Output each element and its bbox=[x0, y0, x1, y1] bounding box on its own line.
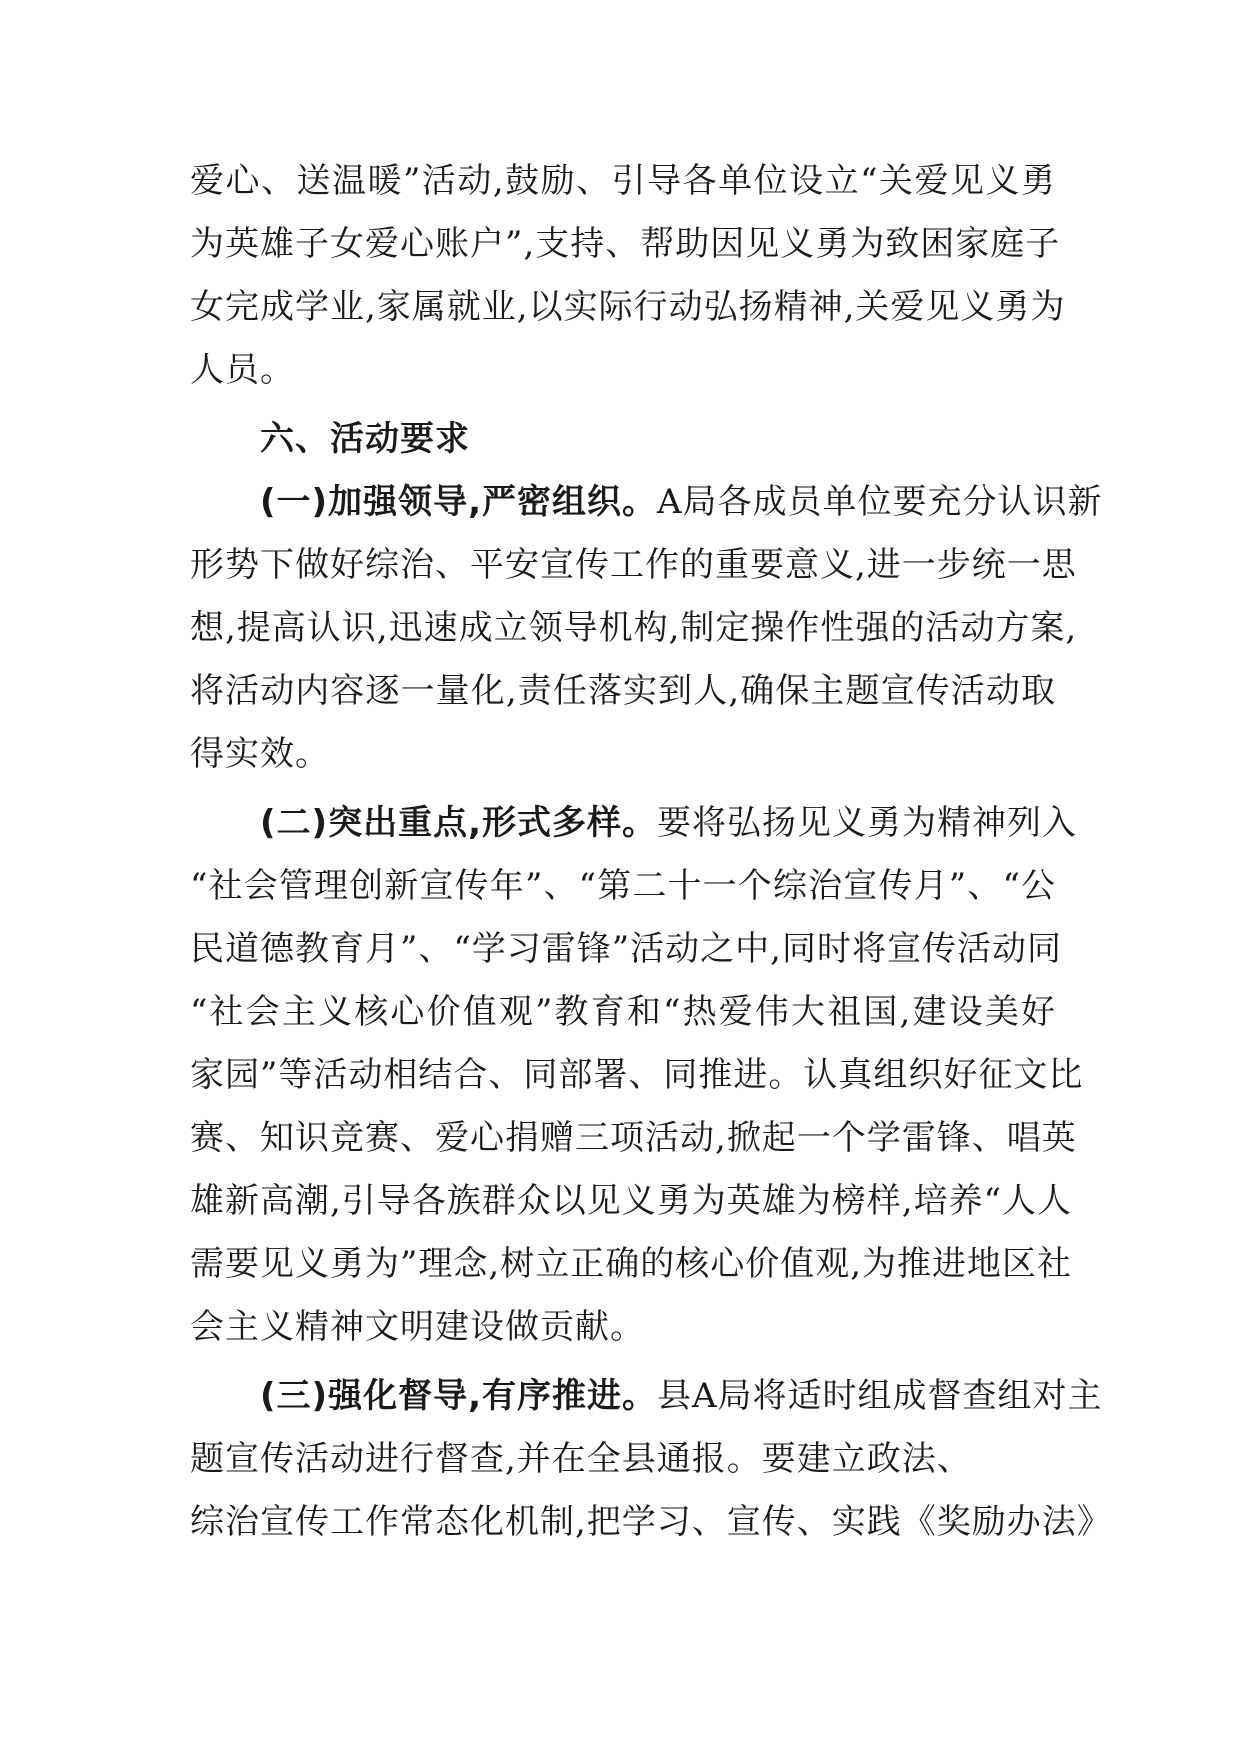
text-line: 雄新高潮,引导各族群众以见义勇为英雄为榜样,培养“人人 bbox=[190, 1181, 1072, 1221]
paragraph-first-line bbox=[190, 471, 1103, 534]
paragraph-leadership bbox=[190, 471, 1103, 786]
text-line: 得实效。 bbox=[190, 734, 330, 774]
text-line: “社会主义核心价值观”教育和“热爱伟大祖国,建设美好 bbox=[190, 992, 1056, 1032]
paragraph-first-line bbox=[190, 792, 1077, 855]
text-line: 民道德教育月”、“学习雷锋”活动之中,同时将宣传活动同 bbox=[190, 929, 1062, 969]
text-line: 题宣传活动进行督查,并在全县通报。要建立政法、 bbox=[190, 1439, 972, 1479]
paragraph-supervision bbox=[190, 1365, 1112, 1554]
text-line: 爱心、送温暖”活动,鼓励、引导各单位设立“关爱见义勇 bbox=[190, 161, 1056, 201]
text-line: 需要见义勇为”理念,树立正确的核心价值观,为推进地区社 bbox=[190, 1244, 1072, 1284]
text-line: 会主义精神文明建设做贡献。 bbox=[190, 1307, 645, 1347]
paragraph-focus bbox=[190, 792, 1084, 1359]
document-page bbox=[190, 150, 1112, 1554]
paragraph-title: (一)加强领导,严密组织。 bbox=[260, 482, 657, 522]
paragraph-title: (三)强化督导,有序推进。 bbox=[260, 1376, 657, 1416]
text-line: 女完成学业,家属就业,以实际行动弘扬精神,关爱见义勇为 bbox=[190, 287, 1066, 327]
section-heading: 六、活动要求 bbox=[260, 419, 470, 459]
text-line: “社会管理创新宣传年”、“第二十一个综治宣传月”、“公 bbox=[190, 866, 1056, 906]
paragraph-care-activities bbox=[190, 150, 1066, 402]
text-line: 为英雄子女爱心账户”,支持、帮助因见义勇为致困家庭子 bbox=[190, 224, 1061, 264]
text-line: 综治宣传工作常态化机制,把学习、宣传、实践《奖励办法》 bbox=[190, 1502, 1112, 1542]
paragraph-title: (二)突出重点,形式多样。 bbox=[260, 803, 657, 843]
text-line: 人员。 bbox=[190, 350, 295, 390]
text-line: 形势下做好综治、平安宣传工作的重要意义,进一步统一思 bbox=[190, 545, 1077, 585]
text-line: 将活动内容逐一量化,责任落实到人,确保主题宣传活动取 bbox=[190, 671, 1056, 711]
paragraph-first-line bbox=[190, 1365, 1103, 1428]
paragraph-text: 县A局将适时组成督查组对主 bbox=[657, 1376, 1103, 1416]
text-line: 家园”等活动相结合、同部署、同推进。认真组织好征文比 bbox=[190, 1055, 1084, 1095]
text-line: 赛、知识竞赛、爱心捐赠三项活动,掀起一个学雷锋、唱英 bbox=[190, 1118, 1077, 1158]
paragraph-text: A局各成员单位要充分认识新 bbox=[657, 482, 1103, 522]
text-line: 想,提高认识,迅速成立领导机构,制定操作性强的活动方案, bbox=[190, 608, 1078, 648]
paragraph-text: 要将弘扬见义勇为精神列入 bbox=[657, 803, 1077, 843]
